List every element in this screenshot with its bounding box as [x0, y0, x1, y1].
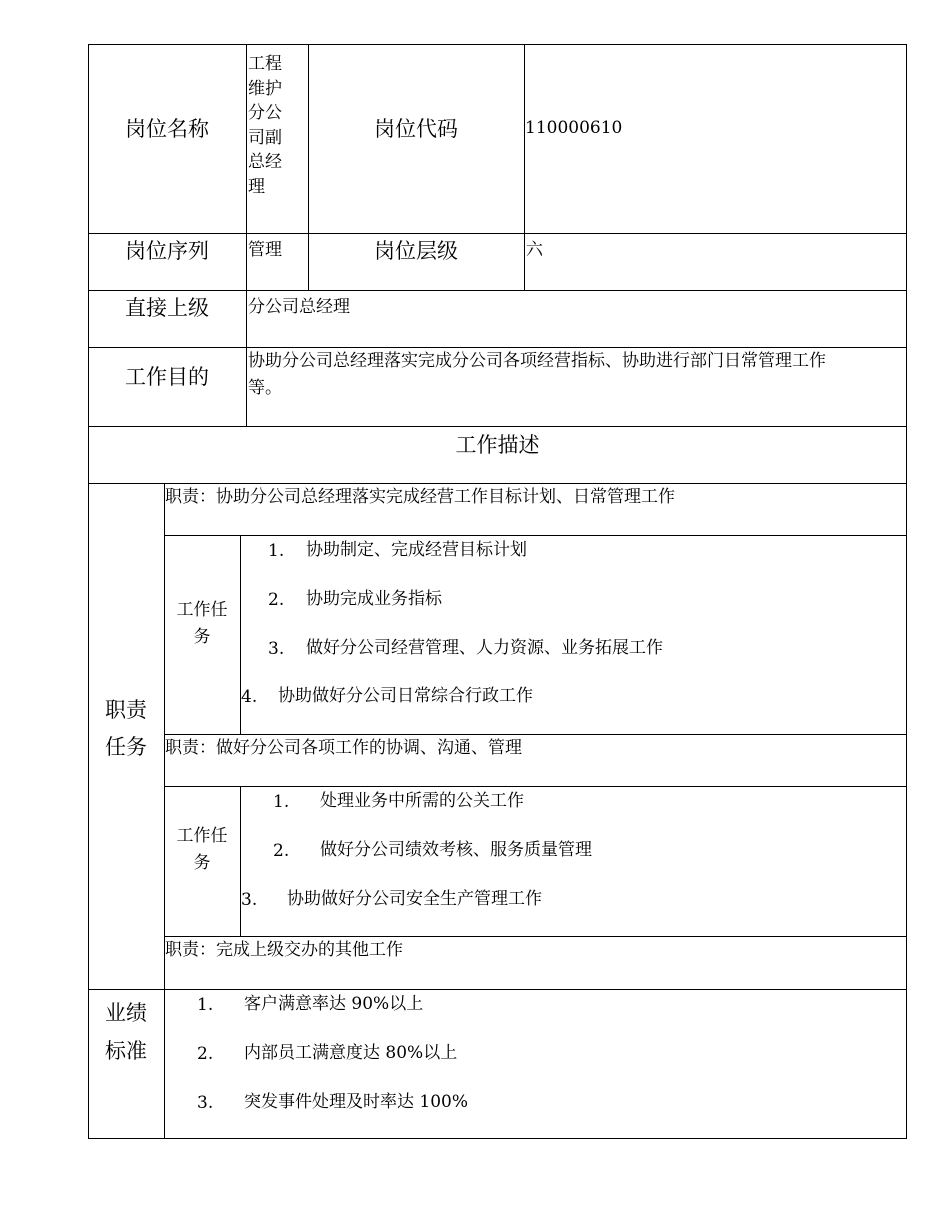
- performance-number: 3.: [197, 1093, 214, 1113]
- performance-number: 2.: [197, 1044, 214, 1064]
- row-divider: [88, 347, 907, 348]
- table-border-bottom: [88, 1138, 907, 1139]
- task-text: 做好分公司经营管理、人力资源、业务拓展工作: [306, 638, 663, 658]
- task-text: 协助制定、完成经营目标计划: [306, 540, 527, 560]
- task-number: 3.: [268, 639, 285, 659]
- performance-text: 突发事件处理及时率达 100%: [244, 1092, 469, 1112]
- col-divider: [246, 44, 247, 427]
- row-divider: [88, 483, 907, 484]
- position-code-value: 110000610: [525, 118, 623, 138]
- level-value: 六: [526, 240, 543, 260]
- task-text: 处理业务中所需的公关工作: [320, 791, 524, 811]
- task-number: 3.: [241, 890, 258, 910]
- duty-1-title: 职责：协助分公司总经理落实完成经营工作目标计划、日常管理工作: [165, 487, 675, 507]
- duty-1-task-label-line1: 工作任: [176, 600, 228, 620]
- position-code-label: 岗位代码: [374, 117, 458, 141]
- col-divider: [524, 44, 525, 291]
- row-divider: [88, 233, 907, 234]
- row-divider: [164, 936, 907, 937]
- sequence-label: 岗位序列: [125, 239, 209, 263]
- duty-2-title: 职责：做好分公司各项工作的协调、沟通、管理: [165, 738, 522, 758]
- position-name-label: 岗位名称: [125, 117, 209, 141]
- task-number: 1.: [273, 792, 290, 812]
- duty-3-title: 职责：完成上级交办的其他工作: [165, 940, 403, 960]
- purpose-value-line2: 等。: [248, 378, 282, 398]
- row-divider: [164, 786, 907, 787]
- level-label: 岗位层级: [374, 239, 458, 263]
- superior-value: 分公司总经理: [248, 297, 350, 317]
- purpose-label: 工作目的: [125, 365, 209, 389]
- superior-label: 直接上级: [125, 296, 209, 320]
- duty-2-task-label-line2: 务: [193, 853, 211, 873]
- task-text: 协助做好分公司安全生产管理工作: [287, 889, 542, 909]
- table-border-left: [88, 44, 89, 1139]
- duty-2-task-label-line1: 工作任: [176, 826, 228, 846]
- task-text: 协助做好分公司日常综合行政工作: [278, 686, 533, 706]
- row-divider: [88, 290, 907, 291]
- duties-label-line2: 任务: [105, 735, 147, 759]
- task-text: 协助完成业务指标: [306, 589, 442, 609]
- task-number: 2.: [273, 841, 290, 861]
- purpose-value-line1: 协助分公司总经理落实完成分公司各项经营指标、协助进行部门日常管理工作: [248, 351, 826, 371]
- row-divider: [164, 734, 907, 735]
- performance-label-line1: 业绩: [105, 1001, 147, 1025]
- performance-text: 客户满意率达 90%以上: [244, 994, 424, 1014]
- row-divider: [164, 535, 907, 536]
- col-divider: [164, 483, 165, 1139]
- task-text: 做好分公司绩效考核、服务质量管理: [320, 840, 592, 860]
- col-divider: [240, 786, 241, 937]
- performance-label-line2: 标准: [105, 1039, 147, 1063]
- table-border-top: [88, 44, 907, 45]
- task-number: 2.: [268, 590, 285, 610]
- performance-text: 内部员工满意度达 80%以上: [244, 1043, 458, 1063]
- table-border-right: [906, 44, 907, 1139]
- duties-label-line1: 职责: [105, 698, 147, 722]
- description-title: 工作描述: [455, 433, 540, 457]
- task-number: 1.: [268, 541, 285, 561]
- row-divider: [88, 989, 907, 990]
- task-number: 4.: [241, 687, 258, 707]
- position-name-value: 工程 维护 分公 司副 总经 理: [248, 54, 282, 197]
- performance-number: 1.: [197, 995, 214, 1015]
- row-divider: [88, 426, 907, 427]
- sequence-value: 管理: [248, 240, 282, 260]
- duty-1-task-label-line2: 务: [193, 627, 211, 647]
